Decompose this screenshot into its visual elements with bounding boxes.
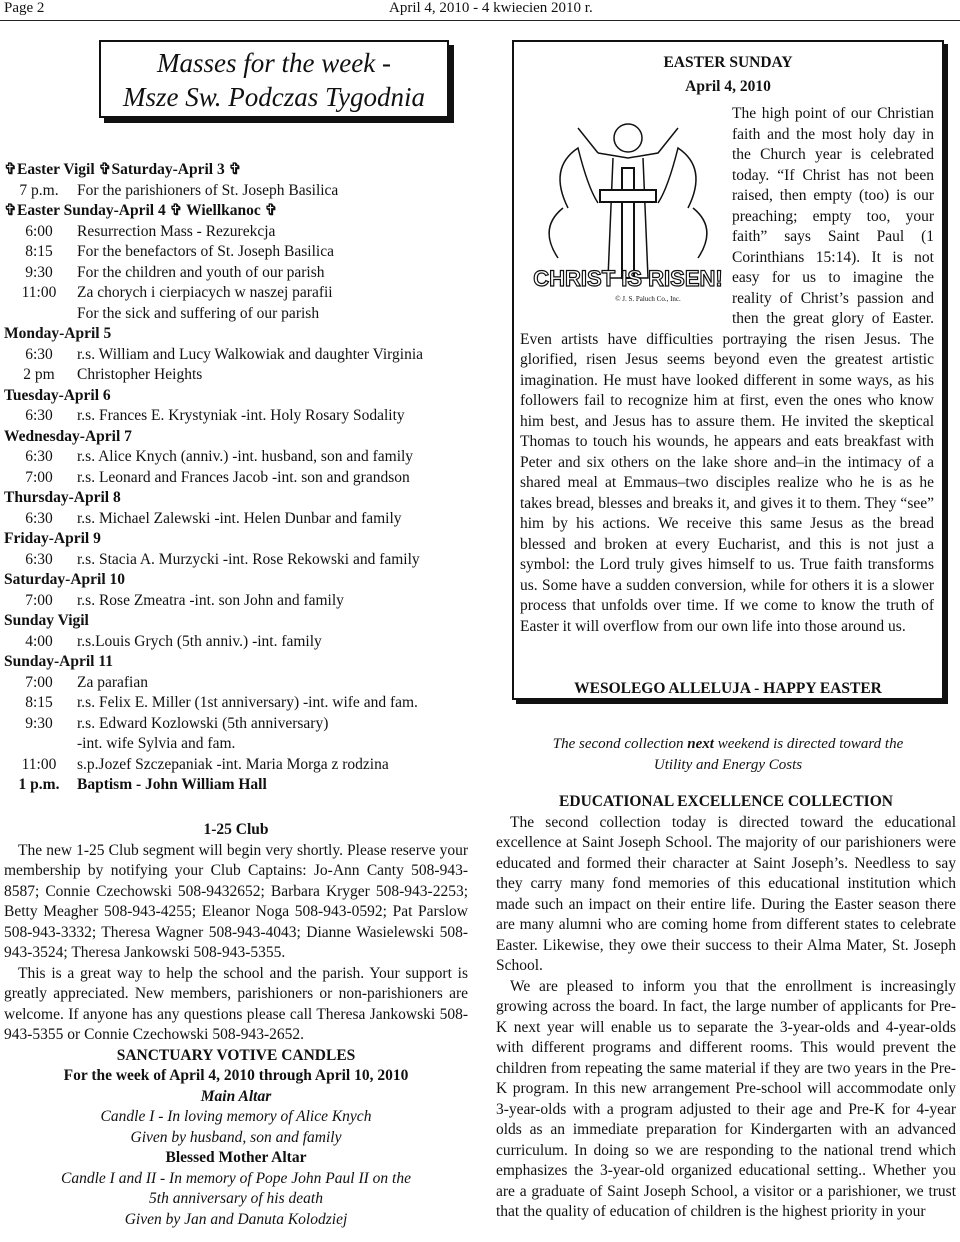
day-label: ✞Easter Vigil ✞Saturday-April 3 ✞	[4, 161, 242, 178]
mass-intention: Christopher Heights	[77, 366, 203, 383]
mass-time: 6:30	[25, 407, 53, 424]
club-paragraph: This is a great way to help the school and the parish. Your support is greatly appreciated. New members, parishioners or non-parishioners are welcome. If anyone has any questions please call Theresa Jankowski 508-943-5355 or Connie Czechowski 508-943-2652.	[4, 964, 468, 1043]
day-label: Monday-April 5	[4, 325, 112, 342]
candle-line: Given by husband, son and family	[130, 1128, 342, 1146]
schedule-day-heading	[4, 427, 474, 448]
day-label: Friday-April 9	[4, 530, 101, 547]
votive-title: SANCTUARY VOTIVE CANDLES	[116, 1046, 356, 1064]
easter-box	[512, 40, 944, 700]
easter-date: April 4, 2010	[685, 78, 771, 95]
day-label: Saturday-April 10	[4, 571, 125, 588]
page-header	[4, 0, 956, 20]
day-label: Sunday Vigil	[4, 612, 89, 629]
header-rule	[0, 20, 960, 21]
mass-time: 6:30	[25, 448, 53, 465]
mass-intention: r.s. Felix E. Miller (1st anniversary) -int. wife and fam.	[77, 694, 418, 711]
mass-intention: r.s. Rose Zmeatra -int. son John and family	[77, 591, 344, 609]
mass-intention: r.s. Leonard and Frances Jacob -int. son and grandson	[77, 468, 410, 486]
education-section	[496, 792, 956, 1223]
schedule-row	[4, 775, 474, 796]
left-column	[4, 40, 468, 1228]
illustration-caption: CHRIST IS RISEN!	[533, 266, 723, 291]
second-note-line: The second collection next weekend is directed toward the	[552, 736, 904, 752]
schedule-row	[4, 550, 474, 571]
mass-intention: Za parafian	[77, 673, 148, 691]
mass-time: 6:30	[25, 550, 53, 568]
mass-intention: For the children and youth of our parish	[77, 263, 325, 281]
club-title: 1-25 Club	[203, 821, 269, 838]
education-paragraph: We are pleased to inform you that the enrollment is increasingly growing across the board. In fact, the large number of applicants for Pre-K next year will enable us to separate the 3-year-olds and 4-year-olds with different programs and different rooms. This would prevent the children from repeating the same material if they are two years in the Pre-K program. In this new arrangement Pre-school will accommodate only 3-year-olds with a program adjusted to their age and Pre-K for 4-year olds as an immediate preparation for Kindergarten with an advanced curriculum. In doing so we are responding to the national trend which emphasizes the 3-year-old organized educational setting.. Whether you are a graduate of Saint Joseph School, a visitor or a parishioner, we trust that the quality of education of children is the highest priority in your	[496, 977, 956, 1220]
mass-time: 6:00	[25, 222, 53, 240]
education-title: EDUCATIONAL EXCELLENCE COLLECTION	[559, 793, 893, 810]
mass-time: 11:00	[21, 755, 57, 773]
masses-title: Masses for the week -	[157, 48, 391, 78]
schedule-row	[4, 734, 474, 755]
day-label: Sunday-April 11	[4, 653, 113, 670]
schedule-row	[4, 693, 474, 714]
mass-intention: Za chorych i cierpiacych w naszej parafii	[77, 284, 333, 301]
schedule-row	[4, 222, 474, 243]
mass-time: 8:15	[25, 243, 53, 260]
candle-line: Candle I - In loving memory of Alice Knych	[100, 1108, 372, 1125]
schedule-row	[4, 283, 474, 304]
day-label: Wednesday-April 7	[4, 427, 132, 445]
illustration-credit: © J. S. Paluch Co., Inc.	[615, 295, 681, 303]
page-date: April 4, 2010 - 4 kwiecien 2010 r.	[389, 0, 593, 16]
mass-time: 9:30	[25, 714, 53, 732]
schedule-row	[4, 632, 474, 653]
candle-line: 5th anniversary of his death	[149, 1190, 323, 1207]
mass-intention: For the benefactors of St. Joseph Basilica	[77, 243, 334, 260]
easter-greeting: WESOLEGO ALLELUJA - HAPPY EASTER	[574, 680, 882, 697]
mass-intention: s.p.Jozef Szczepaniak -int. Maria Morga z rodzina	[77, 755, 389, 773]
mass-intention: r.s. William and Lucy Walkowiak and daughter Virginia	[77, 345, 424, 363]
mass-time: 8:15	[25, 694, 53, 711]
day-label: ✞Easter Sunday-April 4 ✞ Wiellkanoc ✞	[4, 202, 278, 219]
schedule-day-heading	[4, 529, 474, 550]
page-number: Page 2	[4, 0, 45, 16]
schedule-row	[4, 755, 474, 776]
club-section	[4, 820, 468, 1230]
schedule-row	[4, 263, 474, 284]
mass-intention: r.s. Stacia A. Murzycki -int. Rose Rekowski and family	[77, 550, 420, 568]
mass-time: 7:00	[25, 468, 53, 486]
mass-time: 2 pm	[23, 366, 55, 383]
candle-line: Given by Jan and Danuta Kolodziej	[124, 1210, 348, 1228]
schedule-row	[4, 304, 474, 325]
schedule-row	[4, 447, 474, 468]
mass-time: 7:00	[25, 673, 53, 691]
day-label: Tuesday-April 6	[4, 386, 111, 404]
mass-time: 7:00	[25, 591, 53, 609]
schedule-row	[4, 591, 474, 612]
schedule-row	[4, 509, 474, 530]
easter-title: EASTER SUNDAY	[663, 54, 793, 71]
education-paragraph: The second collection today is directed toward the educational excellence at Saint Joseph School. The majority of our parishioners were educated and formed their character at Saint Joseph’s. Needless to say they carry many fond memories of this educational institution which made such an impact on their entire life. During the Easter season there are many alumni who are coming home from different states to celebrate Easter. Likewise, they owe their success to their Alma Mater, St. Joseph School.	[496, 813, 956, 974]
mass-intention: r.s. Edward Kozlowski (5th anniversary)	[77, 714, 329, 732]
mass-time: 1 p.m.	[18, 776, 60, 793]
second-collection-note	[512, 734, 944, 775]
schedule-day-heading	[4, 160, 474, 181]
schedule-row	[4, 365, 474, 386]
schedule-row	[4, 406, 474, 427]
schedule-day-heading	[4, 652, 474, 673]
mass-intention: Resurrection Mass - Rezurekcja	[77, 222, 276, 240]
club-paragraph: The new 1-25 Club segment will begin very shortly. Please reserve your membership by notifying your Club Captains: Jo-Ann Canty 508-943-8587; Connie Czechowski 508-9432652; Barbara Kryger 508-943-2253; Betty Meagher 508-943-4255; Eleanor Noga 508-943-0592; Pat Parslow 508-943-3332; Theresa Wagner 508-943-4043; Dianne Wasielewski 508-943-3524; Theresa Jankowski 508-943-5355.	[4, 841, 468, 961]
votive-week: For the week of April 4, 2010 through April 10, 2010	[63, 1067, 409, 1084]
mass-time: 6:30	[25, 509, 53, 527]
schedule-day-heading	[4, 201, 474, 222]
mass-intention: r.s. Frances E. Krystyniak -int. Holy Rosary Sodality	[77, 407, 405, 424]
schedule-row	[4, 181, 474, 202]
mass-intention: r.s. Michael Zalewski -int. Helen Dunbar and family	[77, 509, 402, 527]
mass-intention: For the sick and suffering of our parish	[77, 304, 320, 322]
schedule-row	[4, 242, 474, 263]
easter-body-text: The high point of our Christian faith and the most holy day in the Church year is celebrated today. “If Christ has not been raised, then empty (too) is our preaching; empty too, your faith” says Saint Paul (1 Corinthians 15:14). It is not easy for us to imagine the reality of Christ’s passion and then the great glory of Easter. Even artists have difficulties portraying the risen Jesus. The glorified, risen Jesus seems beyond even the greatest artistic imagination. He must have looked different in some ways, as his followers fail to recognize him at first, even the ones who know him best, and Jesus has to assure them. He invited the skeptical Thomas to touch his wounds, he appears and eats breakfast with Peter and six others on the lake shore and–in the intimacy of a shared meal at Emmaus–two disciples realize who he is as he takes bread, blesses and breaks it, and gives it to them. They “see” him by his actions. We receive this same Jesus as the bread blessed and broken at every Eucharist, and this is not just a symbol: the Lord truly gives himself to us. True faith transforms us. Some have a sudden conversion, while for others it is a slower process that unfolds over time. If we come to know the truth of Easter it will overflow from our own life into those around us.	[520, 105, 934, 635]
mass-intention: -int. wife Sylvia and fam.	[77, 735, 236, 752]
mass-time: 6:30	[25, 345, 53, 363]
schedule-day-heading	[4, 386, 474, 407]
schedule-day-heading	[4, 570, 474, 591]
schedule-row	[4, 714, 474, 735]
schedule-row	[4, 345, 474, 366]
masses-subtitle: Msze Sw. Podczas Tygodnia	[123, 82, 425, 112]
schedule-day-heading	[4, 488, 474, 509]
schedule-day-heading	[4, 611, 474, 632]
mass-time: 9:30	[25, 263, 53, 281]
schedule-row	[4, 673, 474, 694]
christ-is-risen-illustration	[528, 108, 728, 308]
day-label: Thursday-April 8	[4, 489, 121, 506]
mass-intention: For the parishioners of St. Joseph Basilica	[77, 181, 339, 199]
mass-intention: Baptism - John William Hall	[77, 776, 267, 793]
mass-time: 4:00	[25, 632, 53, 650]
main-altar-heading: Main Altar	[200, 1087, 272, 1105]
schedule-day-heading	[4, 324, 474, 345]
masses-title-box	[99, 40, 449, 118]
blessed-mother-heading: Blessed Mother Altar	[165, 1149, 307, 1166]
mass-intention: r.s. Alice Knych (anniv.) -int. husband, son and family	[77, 448, 414, 465]
schedule-row	[4, 468, 474, 489]
mass-schedule	[4, 160, 474, 796]
mass-time: 7 p.m.	[19, 181, 59, 199]
second-note-line: Utility and Energy Costs	[653, 756, 803, 773]
candle-line: Candle I and II - In memory of Pope John Paul II on the	[61, 1169, 411, 1187]
mass-intention: r.s.Louis Grych (5th anniv.) -int. family	[77, 632, 322, 650]
mass-time: 11:00	[21, 284, 57, 301]
